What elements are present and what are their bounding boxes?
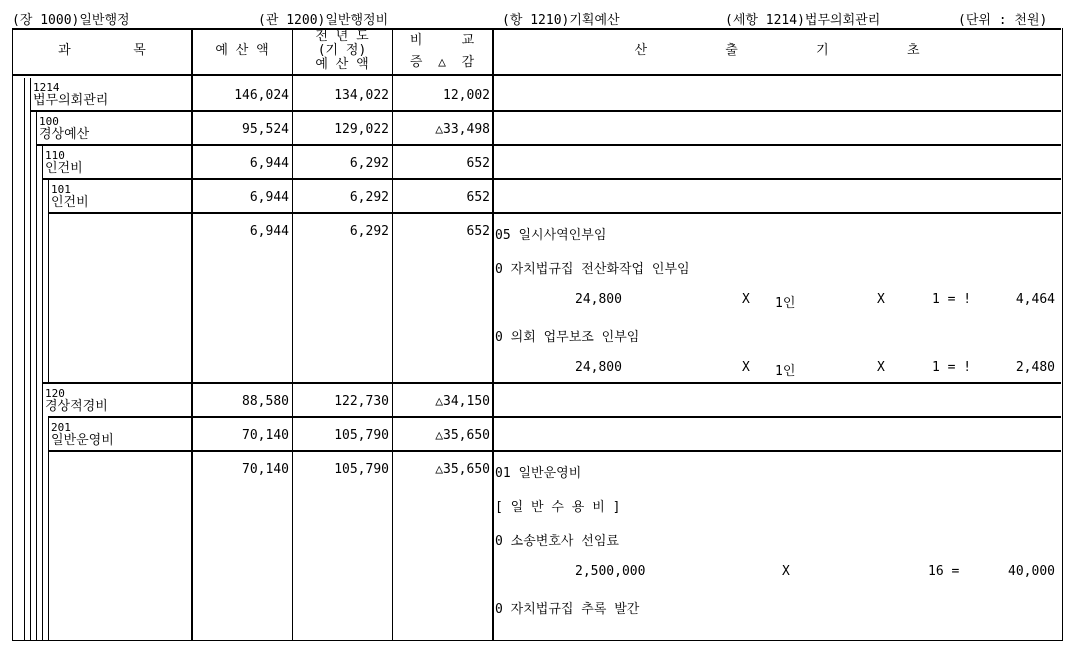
col-prev-1: 전 년 도 xyxy=(315,29,369,44)
basis-qty: 1인 xyxy=(775,296,796,311)
basis-op: X xyxy=(782,564,790,579)
basis-op: X xyxy=(877,360,885,375)
row-budget: 6,944 xyxy=(249,224,289,239)
row-divider xyxy=(36,144,1061,146)
row-budget: 146,024 xyxy=(234,88,289,103)
basis-op: X xyxy=(742,360,750,375)
col-prev-3: 예 산 액 xyxy=(315,57,369,72)
basis-qty: 1인 xyxy=(775,364,796,379)
basis-line: 01 일반운영비 xyxy=(495,466,582,481)
basis-amount: 24,800 xyxy=(575,292,622,307)
row-prev: 6,292 xyxy=(349,190,389,205)
col-compare-2: 증 △ 감 xyxy=(409,55,475,70)
row-name: 인건비 xyxy=(45,161,83,176)
basis-mult: 1 = ! xyxy=(932,292,972,307)
nest-line xyxy=(42,146,43,640)
row-divider xyxy=(42,178,1061,180)
row-budget: 70,140 xyxy=(242,428,289,443)
row-budget: 6,944 xyxy=(249,190,289,205)
row-code: 120 xyxy=(45,387,65,400)
basis-mult: 1 = ! xyxy=(932,360,972,375)
col-divider xyxy=(392,28,393,640)
basis-line: 0 의회 업무보조 인부임 xyxy=(495,330,640,345)
row-diff: 12,002 xyxy=(443,88,490,103)
row-divider xyxy=(48,416,1061,418)
row-divider xyxy=(48,450,1061,452)
row-diff: 652 xyxy=(466,224,490,239)
header-sehang: (세항 1214)법무의회관리 xyxy=(725,13,881,28)
row-diff: △33,498 xyxy=(435,122,490,137)
header-hang: (항 1210)기획예산 xyxy=(502,13,620,28)
row-prev: 6,292 xyxy=(349,156,389,171)
basis-op: X xyxy=(742,292,750,307)
basis-line: 0 자치법규집 전산화작업 인부임 xyxy=(495,262,690,277)
row-diff: △35,650 xyxy=(435,428,490,443)
row-code: 100 xyxy=(39,115,59,128)
col-compare-1: 비 교 xyxy=(409,33,475,48)
header-jang: (장 1000)일반행정 xyxy=(12,13,130,28)
row-diff: 652 xyxy=(466,156,490,171)
row-prev: 129,022 xyxy=(334,122,389,137)
nest-line xyxy=(24,78,25,640)
row-code: 1214 xyxy=(33,81,60,94)
col-divider xyxy=(292,28,293,640)
nest-line xyxy=(48,180,49,384)
row-prev: 6,292 xyxy=(349,224,389,239)
nest-line xyxy=(36,112,37,640)
row-name: 법무의회관리 xyxy=(33,93,109,108)
header-unit: (단위 : 천원) xyxy=(958,13,1048,28)
row-name: 인건비 xyxy=(51,195,89,210)
basis-line: [ 일 반 수 용 비 ] xyxy=(495,500,621,515)
basis-total: 40,000 xyxy=(1008,564,1055,579)
row-prev: 105,790 xyxy=(334,428,389,443)
row-code: 110 xyxy=(45,149,65,162)
row-diff: △35,650 xyxy=(435,462,490,477)
row-code: 201 xyxy=(51,421,71,434)
basis-line: 05 일시사역인부임 xyxy=(495,228,607,243)
basis-mult: 16 = xyxy=(928,564,960,579)
basis-total: 2,480 xyxy=(1015,360,1055,375)
row-prev: 105,790 xyxy=(334,462,389,477)
header-gwan: (관 1200)일반행정비 xyxy=(258,13,389,28)
row-diff: 652 xyxy=(466,190,490,205)
row-budget: 6,944 xyxy=(249,156,289,171)
basis-op: X xyxy=(877,292,885,307)
col-budget: 예 산 액 xyxy=(215,43,269,58)
row-name: 경상예산 xyxy=(39,127,90,142)
basis-line: 0 소송변호사 선임료 xyxy=(495,534,619,549)
basis-amount: 2,500,000 xyxy=(575,564,646,579)
col-basis: 산 출 기 초 xyxy=(634,43,920,58)
col-subject: 과 목 xyxy=(58,43,146,58)
basis-total: 4,464 xyxy=(1015,292,1055,307)
row-code: 101 xyxy=(51,183,71,196)
basis-line: 0 자치법규집 추록 발간 xyxy=(495,602,640,617)
row-prev: 122,730 xyxy=(334,394,389,409)
col-divider xyxy=(191,28,193,640)
row-budget: 88,580 xyxy=(242,394,289,409)
basis-amount: 24,800 xyxy=(575,360,622,375)
col-divider xyxy=(492,28,494,640)
row-divider xyxy=(30,110,1061,112)
row-divider xyxy=(42,382,1061,384)
nest-line xyxy=(30,78,31,640)
row-prev: 134,022 xyxy=(334,88,389,103)
row-name: 경상적경비 xyxy=(45,399,108,414)
col-prev-2: (기 정) xyxy=(317,43,367,58)
row-budget: 95,524 xyxy=(242,122,289,137)
row-name: 일반운영비 xyxy=(51,433,114,448)
row-diff: △34,150 xyxy=(435,394,490,409)
row-budget: 70,140 xyxy=(242,462,289,477)
row-divider xyxy=(48,212,1061,214)
